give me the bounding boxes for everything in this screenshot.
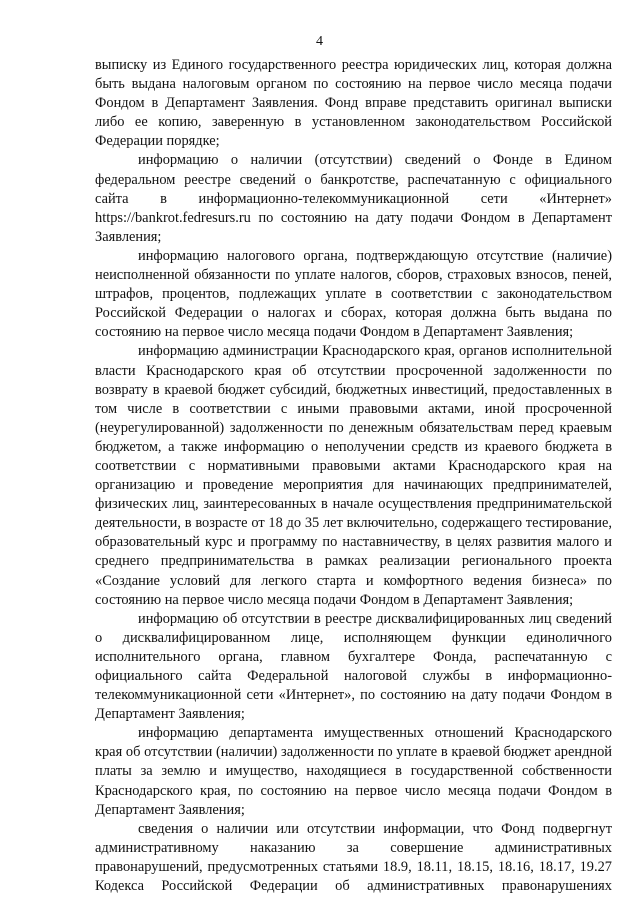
page-number: 4	[316, 34, 323, 49]
paragraph-egrul-extract: выписку из Единого государственного реестра юридических лиц, которая должна быть выдана налоговым органом по состоянию на первое число месяца подачи Фондом в Департамент Заявления. Фонд вправе представить оригинал выписки либо ее копию, заверенную в установленном законодательством Российской Федерации порядке;	[95, 57, 612, 150]
paragraph-bankruptcy-register: информацию о наличии (отсутствии) сведений о Фонде в Едином федеральном реестре сведений о банкротстве, распечатанную с официального сайта в информационно-телекоммуникационной сети «Интернет» https://bankrot.fedresurs.ru по состоянию на дату подачи Фондом в Департамент Заявления;	[95, 152, 612, 245]
paragraph-tax-authority-info: информацию налогового органа, подтверждающую отсутствие (наличие) неисполненной обязанности по уплате налогов, сборов, страховых взносов, пеней, штрафов, процентов, подлежащих уплате в соответствии с законодательством Российской Федерации о налогах и сборах, которая должна быть выдана по состоянию на первое число месяца подачи Фондом в Департамент Заявления;	[95, 247, 612, 341]
document-body	[95, 56, 612, 896]
paragraph-administrative-offenses: сведения о наличии или отсутствии информации, что Фонд подвергнут административному наказанию за совершение административных правонарушений, предусмотренных статьями 18.9, 18.11, 18.15, 18.16, 18.17, 19.27 Кодекса Российской Федерации об административных правонарушениях	[95, 820, 612, 895]
paragraph-property-rent-debt: информацию департамента имущественных отношений Краснодарского края об отсутствии (наличии) задолженности по уплате в краевой бюджет арендной платы за землю и имущество, находящиеся в государственной собственности Краснодарского края, по состоянию на первое число месяца подачи Фондом в Департамент Заявления;	[95, 725, 612, 818]
paragraph-disqualified-persons: информацию об отсутствии в реестре дисквалифицированных лиц сведений о дисквалифицированном лице, исполняющем функции единоличного исполнительного органа, главном бухгалтере Фонда, распечатанную с официального сайта Федеральной налоговой службы в информационно-телекоммуникационной сети «Интернет», по состоянию на дату подачи Фондом в Департамент Заявления;	[95, 610, 612, 723]
paragraph-regional-budget-debt: информацию администрации Краснодарского края, органов исполнительной власти Краснодарского края об отсутствии просроченной задолженности по возврату в краевой бюджет субсидий, бюджетных инвестиций, предоставленных в том числе в соответствии с иными правовыми актами, иной просроченной (неурегулированной) задолженности по денежным обязательствам перед краевым бюджетом, а также информацию о неполучении средств из краевого бюджета в соответствии с нормативными правовыми актами Краснодарского края на организацию и проведение мероприятия для начинающих предпринимателей, физических лиц, заинтересованных в начале осуществления предпринимательской деятельности, в возрасте от 18 до 35 лет включительно, содержащего тестирование, образовательный курс и программу по наставничеству, в целях развития малого и среднего предпринимательства в рамках реализации регионального проекта «Создание условий для легкого старта и комфортного ведения бизнеса» по состоянию на первое число месяца подачи Фондом в Департамент Заявления;	[95, 343, 612, 608]
